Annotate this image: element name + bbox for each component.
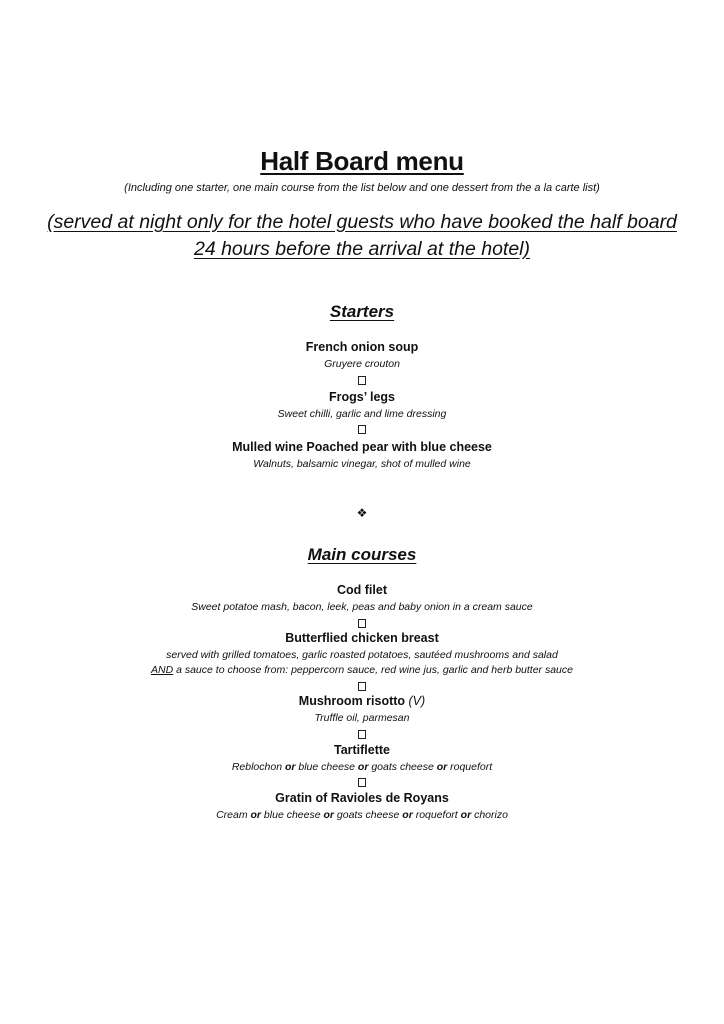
- main-courses-heading: Main courses: [307, 545, 417, 564]
- option-text: roquefort: [412, 809, 461, 821]
- or-emphasis: or: [250, 809, 262, 821]
- main-course-name: Tartiflette: [333, 743, 391, 757]
- starter-description: Sweet chilli, garlic and lime dressing: [277, 408, 447, 420]
- option-text: roquefort: [447, 761, 493, 773]
- starter-description: Gruyere crouton: [324, 358, 400, 370]
- dish-name-text: Mushroom risotto: [298, 694, 406, 708]
- item-separator-box: [358, 778, 366, 787]
- option-text: blue cheese: [261, 809, 324, 821]
- or-emphasis: or: [402, 809, 413, 821]
- option-text: blue cheese: [295, 761, 358, 773]
- option-text: chorizo: [471, 809, 508, 821]
- served-note-line-2: 24 hours before the arrival at the hotel): [193, 238, 531, 260]
- starter-name: Mulled wine Poached pear with blue cheese: [232, 440, 492, 454]
- starter-name: Frogs’ legs: [329, 390, 395, 404]
- and-emphasis: AND: [151, 664, 174, 676]
- or-emphasis: or: [460, 809, 472, 821]
- main-course-name: Butterflied chicken breast: [285, 631, 439, 645]
- option-text: Reblochon: [231, 761, 285, 773]
- starters-heading: Starters: [329, 302, 395, 321]
- item-separator-box: [358, 682, 366, 691]
- item-separator-box: [358, 425, 366, 434]
- main-course-name: [0, 694, 724, 708]
- starter-description: Walnuts, balsamic vinegar, shot of mulled wine: [253, 458, 471, 470]
- served-note-line-1: (served at night only for the hotel guests who have booked the half board: [47, 211, 677, 233]
- main-course-name: Gratin of Ravioles de Royans: [275, 791, 449, 805]
- option-text: goats cheese: [368, 761, 437, 773]
- option-text: goats cheese: [333, 809, 403, 821]
- section-divider-icon: ❖: [356, 506, 368, 520]
- starter-name: French onion soup: [305, 340, 419, 354]
- main-course-description: Sweet potatoe mash, bacon, leek, peas and baby onion in a cream sauce: [191, 601, 533, 613]
- or-emphasis: or: [323, 809, 334, 821]
- main-course-description: served with grilled tomatoes, garlic roasted potatoes, sautéed mushrooms and salad: [166, 649, 558, 661]
- or-emphasis: or: [284, 761, 296, 773]
- item-separator-box: [358, 376, 366, 385]
- item-separator-box: [358, 619, 366, 628]
- page-title: Half Board menu: [260, 146, 464, 176]
- main-course-description: [0, 761, 724, 773]
- sauce-options-text: a sauce to choose from: peppercorn sauce, red wine jus, garlic and herb butter sauce: [173, 664, 573, 676]
- main-course-description: [0, 809, 724, 821]
- or-emphasis: or: [436, 761, 448, 773]
- main-course-name: Cod filet: [337, 583, 387, 597]
- or-emphasis: or: [357, 761, 369, 773]
- main-course-description: Truffle oil, parmesan: [314, 712, 410, 724]
- item-separator-box: [358, 730, 366, 739]
- vegetarian-note: (V): [405, 694, 426, 708]
- option-text: Cream: [216, 809, 251, 821]
- page-subtitle: (Including one starter, one main course from the list below and one dessert from the a la carte list): [124, 182, 600, 194]
- main-course-sauce-choice: [0, 664, 724, 676]
